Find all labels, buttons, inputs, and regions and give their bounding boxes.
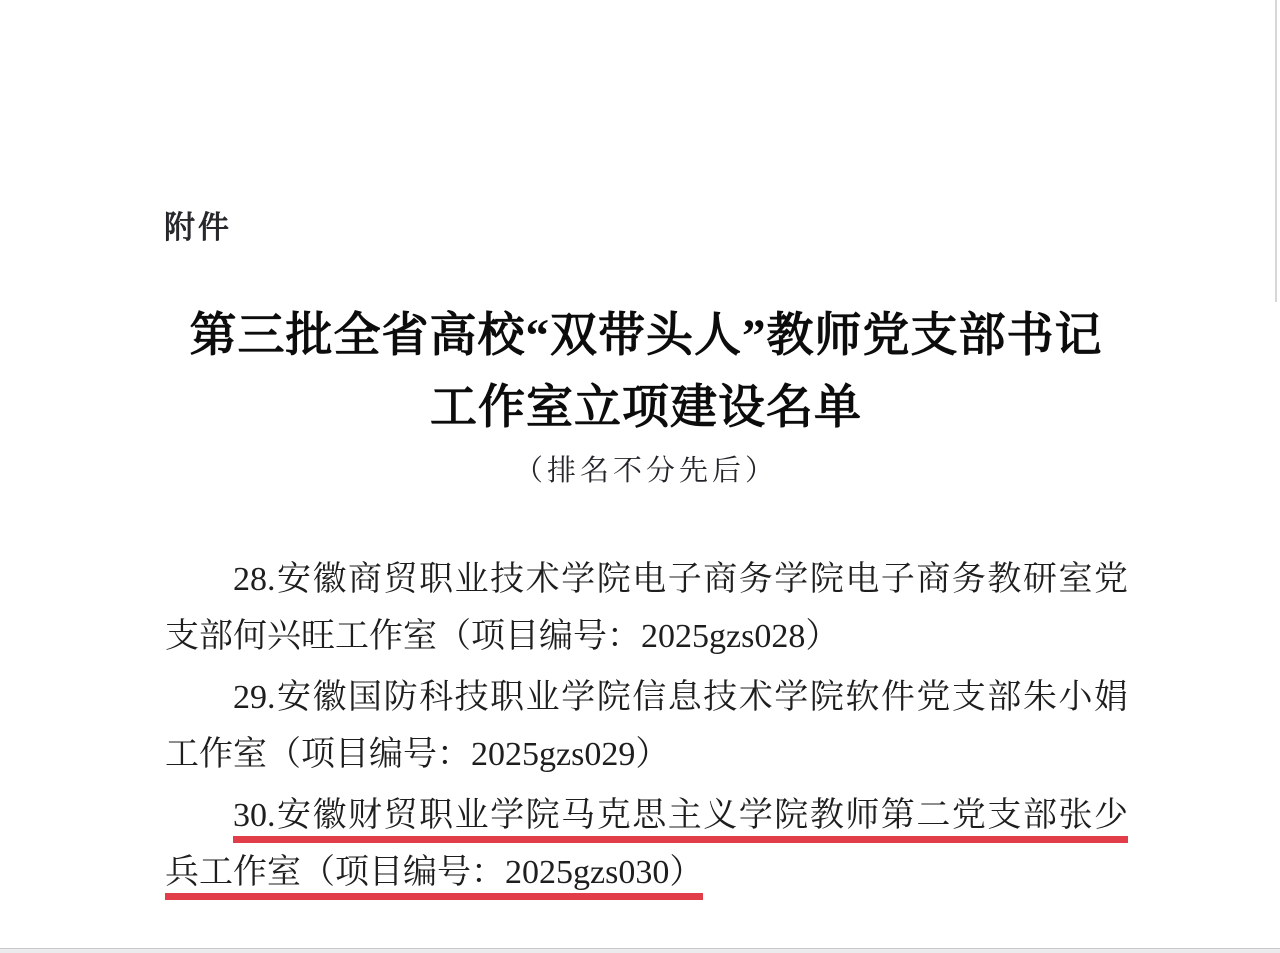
title-line-2: 工作室立项建设名单 <box>430 382 862 434</box>
item-text: 工作室（项目编号：2025gzs029） <box>165 736 670 773</box>
list-item <box>165 787 1128 901</box>
subtitle-ranking-note: （排名不分先后） <box>513 455 778 487</box>
item-text: 28.安徽商贸职业技术学院电子商务学院电子商务教研室党 <box>233 561 1128 598</box>
document-title <box>158 300 1134 444</box>
title-line-1: 第三批全省高校“双带头人”教师党支部书记 <box>189 310 1103 362</box>
list-item-line-first <box>165 669 1128 726</box>
project-list <box>165 551 1128 905</box>
page-edge-line <box>1275 0 1277 302</box>
item-text: 29.安徽国防科技职业学院信息技术学院软件党支部朱小娟 <box>233 679 1128 716</box>
list-item-line-wrap <box>165 726 1128 783</box>
list-item-line-wrap <box>165 608 1128 665</box>
bottom-edge-strip <box>0 948 1280 953</box>
red-underlined-text: 30.安徽财贸职业学院马克思主义学院教师第二党支部张少 <box>233 797 1128 843</box>
list-item <box>165 551 1128 665</box>
list-item <box>165 669 1128 783</box>
list-item-line-first <box>165 787 1128 844</box>
red-underlined-text: 兵工作室（项目编号：2025gzs030） <box>165 854 703 900</box>
list-item-line-first <box>165 551 1128 608</box>
list-item-line-wrap <box>165 844 1128 901</box>
attachment-label: 附件 <box>164 210 232 245</box>
item-text: 支部何兴旺工作室（项目编号：2025gzs028） <box>165 618 840 655</box>
